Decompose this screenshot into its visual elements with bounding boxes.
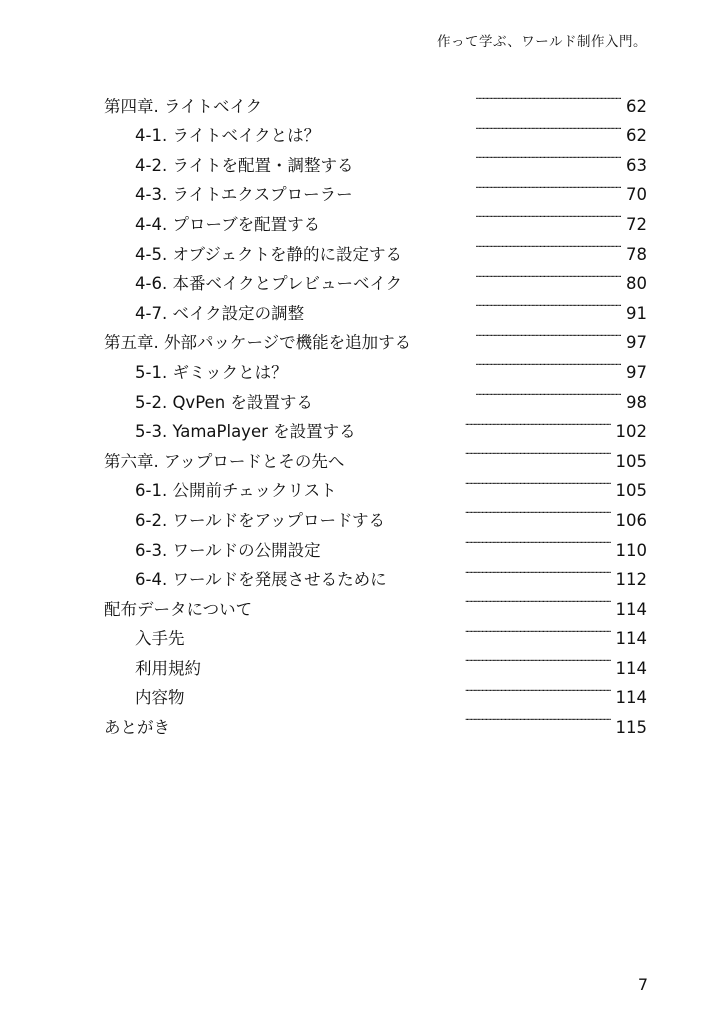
toc-entry-page: 70 <box>626 185 647 205</box>
toc-entry-page: 78 <box>626 244 647 264</box>
page-number: 7 <box>637 975 648 994</box>
toc-entry-page: 106 <box>615 510 647 530</box>
dot-leader <box>293 348 621 378</box>
toc-entry-page: 62 <box>626 126 647 146</box>
toc-entry-page: 112 <box>615 570 647 590</box>
toc-entry-title: 6-1. 公開前チェックリスト <box>135 481 337 501</box>
toc-entry-page: 115 <box>615 718 647 738</box>
toc-entry-title: 4-3. ライトエクスプローラー <box>135 185 353 205</box>
toc-entry-title: 第六章. アップロードとその先へ <box>104 451 345 471</box>
dot-leader <box>325 200 621 230</box>
toc-entry-page: 63 <box>626 155 647 175</box>
dot-leader <box>342 467 611 497</box>
toc-entry-page: 80 <box>626 274 647 294</box>
toc-entry-page: 97 <box>626 333 647 353</box>
running-header: 作って学ぶ、ワールド制作入門。 <box>437 34 647 50</box>
dot-leader <box>190 674 611 704</box>
dot-leader <box>349 437 610 467</box>
dot-leader <box>325 112 621 142</box>
dot-leader <box>407 260 621 290</box>
table-of-contents <box>104 82 647 738</box>
dot-leader <box>358 171 621 201</box>
toc-entry-page: 91 <box>626 303 647 323</box>
dot-leader <box>416 319 621 349</box>
dot-leader <box>206 644 611 674</box>
toc-entry-title: 6-2. ワールドをアップロードする <box>135 510 385 530</box>
toc-entry-title: 4-5. オブジェクトを静的に設定する <box>135 244 402 264</box>
toc-entry-title: 6-4. ワールドを発展させるために <box>135 570 387 590</box>
toc-entry-title: 入手先 <box>135 629 185 649</box>
toc-entry-title: 第四章. ライトベイク <box>104 96 263 116</box>
toc-entry-title: 4-7. ベイク設定の調整 <box>135 303 305 323</box>
dot-leader <box>175 703 611 733</box>
toc-entry-page: 97 <box>626 362 647 382</box>
toc-entry-page: 105 <box>615 451 647 471</box>
toc-entry-page: 72 <box>626 214 647 234</box>
dot-leader <box>257 585 610 615</box>
toc-entry-page: 114 <box>615 688 647 708</box>
toc-entry-title: 4-4. プローブを配置する <box>135 214 321 234</box>
toc-entry-page: 105 <box>615 481 647 501</box>
toc-entry-title: 配布データについて <box>104 599 253 619</box>
toc-entry-title: 内容物 <box>135 688 185 708</box>
toc-entry <box>104 82 647 116</box>
toc-entry-page: 98 <box>626 392 647 412</box>
dot-leader <box>361 408 611 438</box>
toc-entry <box>104 644 647 678</box>
toc-entry-title: 5-1. ギミックとは？ <box>135 362 288 382</box>
dot-leader <box>358 141 621 171</box>
toc-entry-title: あとがき <box>104 718 170 738</box>
toc-entry <box>104 703 647 738</box>
dot-leader <box>190 615 611 645</box>
toc-entry-page: 114 <box>615 599 647 619</box>
dot-leader <box>309 289 621 319</box>
toc-entry-page: 114 <box>615 629 647 649</box>
toc-entry-title: 5-2. QvPen を設置する <box>135 392 313 412</box>
toc-entry-title: 4-2. ライトを配置・調整する <box>135 155 354 175</box>
toc-entry-title: 利用規約 <box>135 658 201 678</box>
dot-leader <box>318 378 621 408</box>
dot-leader <box>390 496 611 526</box>
dot-leader <box>392 556 611 586</box>
toc-entry-title: 第五章. 外部パッケージで機能を追加する <box>104 333 412 353</box>
dot-leader <box>326 526 611 556</box>
dot-leader <box>407 230 621 260</box>
toc-entry-page: 110 <box>615 540 647 560</box>
toc-entry-page: 114 <box>615 658 647 678</box>
dot-leader <box>267 82 621 112</box>
toc-entry-title: 4-1. ライトベイクとは？ <box>135 126 321 146</box>
toc-entry-page: 62 <box>626 96 647 116</box>
toc-entry-title: 6-3. ワールドの公開設定 <box>135 540 321 560</box>
toc-entry-title: 4-6. 本番ベイクとプレビューベイク <box>135 274 403 294</box>
toc-entry-page: 102 <box>615 422 647 442</box>
toc-entry-title: 5-3. YamaPlayer を設置する <box>135 422 356 442</box>
